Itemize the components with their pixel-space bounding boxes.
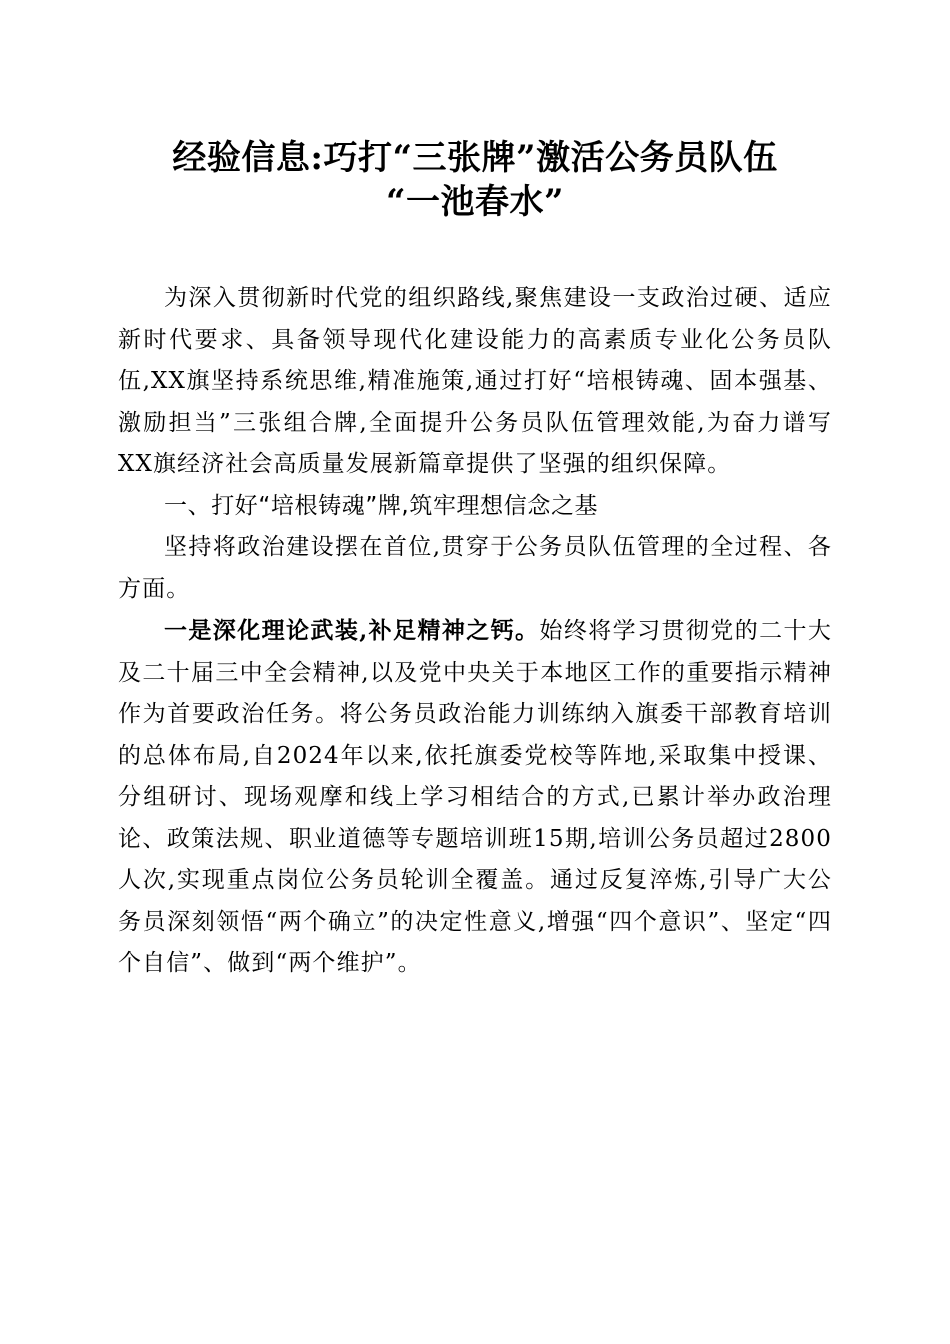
intro-paragraph: 为深入贯彻新时代党的组织路线,聚焦建设一支政治过硬、适应新时代要求、具备领导现代化建设能力的高素质专业化公务员队伍,XX旗坚持系统思维,精准施策,通过打好“培根铸魂、固本强基、激励担当”三张组合牌,全面提升公务员队伍管理效能,为奋力谱写XX旗经济社会高质量发展新篇章提供了坚强的组织保障。 [118,285,832,477]
section-heading-1: 一、打好“培根铸魂”牌,筑牢理想信念之基 [164,492,599,519]
paragraph-3-body: 始终将学习贯彻党的二十大及二十届三中全会精神,以及党中央关于本地区工作的重要指示精神作为首要政治任务。将公务员政治能力训练纳入旗委干部教育培训的总体布局,自2024年以来,依托旗委党校等阵地,采取集中授课、分组研讨、现场观摩和线上学习相结合的方式,已累计举办政治理论、政策法规、职业道德等专题培训班15期,培训公务员超过2800人次,实现重点岗位公务员轮训全覆盖。通过反复淬炼,引导广大公务员深刻领悟“两个确立”的决定性意义,增强“四个意识”、坚定“四个自信”、做到“两个维护”。 [118,618,833,976]
title-line-1: 经验信息:巧打“三张牌”激活公务员队伍 [172,138,778,178]
document-body [118,278,832,985]
page-title [100,136,850,224]
title-line-2: “一池春水” [385,182,565,222]
paragraph-3 [118,610,832,985]
paragraph-2: 坚持将政治建设摆在首位,贯穿于公务员队伍管理的全过程、各方面。 [118,534,832,602]
paragraph-3-lead: 一是深化理论武装,补足精神之钙。 [164,617,540,644]
